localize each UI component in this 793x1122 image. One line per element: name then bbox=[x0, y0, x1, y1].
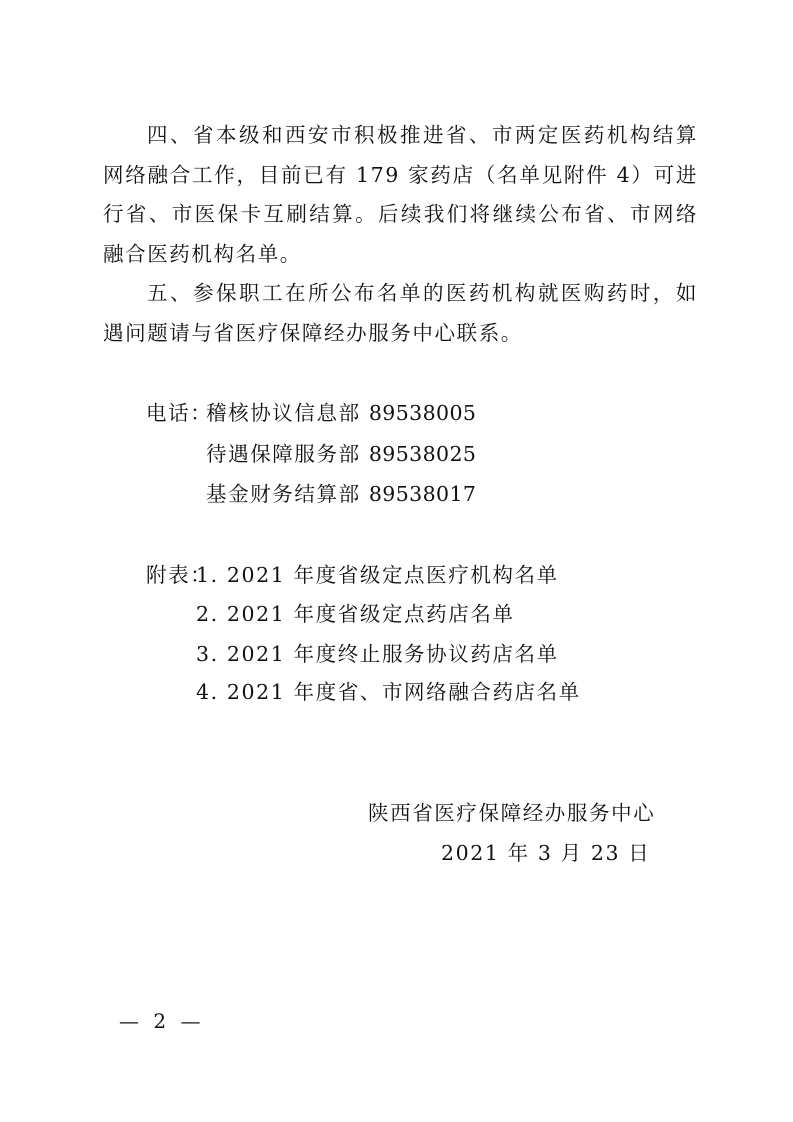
contact-phone: 89538005 bbox=[368, 401, 477, 425]
contact-row bbox=[206, 399, 476, 427]
contact-phone: 89538025 bbox=[368, 442, 477, 466]
contact-department: 稽核协议信息部 bbox=[206, 401, 361, 425]
contact-row bbox=[206, 440, 476, 468]
issue-date: 2021 年 3 月 23 日 bbox=[441, 841, 651, 865]
contact-phone: 89538017 bbox=[368, 482, 477, 506]
contact-label: 电话： bbox=[146, 401, 213, 425]
contact-row bbox=[206, 480, 476, 508]
contact-department: 基金财务结算部 bbox=[206, 482, 361, 506]
attachment-item: 4. 2021 年度省、市网络融合药店名单 bbox=[196, 680, 581, 704]
paragraph-item-4: 四、省本级和西安市积极推进省、市两定医药机构结算网络融合工作，目前已有 179 家药店（名单见附件 4）可进行省、市医保卡互刷结算。后续我们将继续公布省、市网络融合医药机构名单。 bbox=[103, 123, 698, 266]
attachment-item: 3. 2021 年度终止服务协议药店名单 bbox=[196, 642, 559, 666]
attachment-label: 附表： bbox=[146, 563, 213, 587]
attachment-item: 2. 2021 年度省级定点药店名单 bbox=[196, 602, 515, 626]
paragraph-item-5: 五、参保职工在所公布名单的医药机构就医购药时，如遇问题请与省医疗保障经办服务中心联系。 bbox=[103, 281, 698, 345]
page-number: — 2 — bbox=[119, 1009, 205, 1033]
attachment-item: 1. 2021 年度省级定点医疗机构名单 bbox=[196, 563, 559, 587]
issuing-organization: 陕西省医疗保障经办服务中心 bbox=[368, 801, 656, 825]
contact-department: 待遇保障服务部 bbox=[206, 442, 361, 466]
